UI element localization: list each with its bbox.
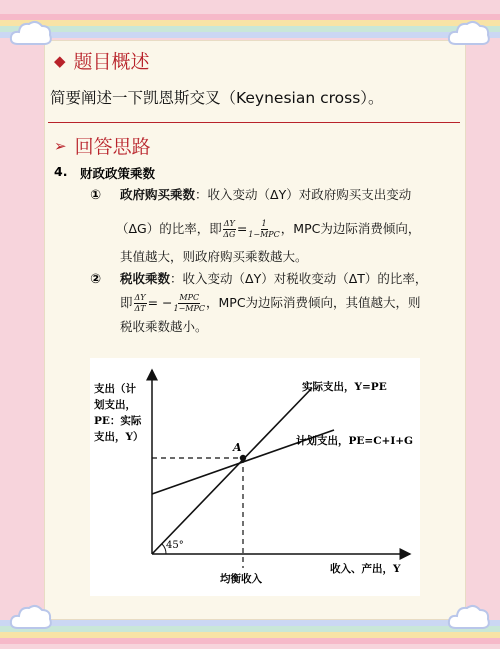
multiplier2-line3: 税收乘数越小。 <box>120 319 208 334</box>
equilibrium-point <box>240 455 246 461</box>
multiplier1-line3: 其值越大，则政府购买乘数越大。 <box>120 249 308 264</box>
angle-label: 45° <box>166 540 184 551</box>
multiplier1-line1-text: ：收入变动（ΔY）对政府购买支出变动 <box>195 187 412 202</box>
fraction-dy-dg-den: ΔG <box>223 230 236 239</box>
multiplier1-paragraph <box>120 182 465 208</box>
cloud-icon-top-left <box>8 16 54 50</box>
fraction-1-den: 1−MPC <box>248 230 280 239</box>
cloud-icon-bottom-left <box>8 600 54 634</box>
point-a-label: A <box>233 441 242 454</box>
ylabel-line-3: PE：实际 <box>94 415 142 427</box>
fraction-dy-dt <box>134 293 147 314</box>
section-overview-title: 题目概述 <box>73 51 150 73</box>
ylabel-line-4: 支出，Y） <box>94 431 144 443</box>
ylabel-line-2: 划支出， <box>94 399 136 411</box>
multiplier1-eq: = <box>236 221 248 236</box>
multiplier2-line1-text: ：收入变动（ΔY）对税收变动（ΔT）的比率， <box>170 271 428 286</box>
fraction-dy-dt-num: ΔY <box>134 293 146 302</box>
multiplier2-label: 税收乘数 <box>120 271 171 286</box>
fraction-mpc-over-1-mpc <box>174 293 206 314</box>
fraction-1-num: 1 <box>261 219 267 228</box>
fraction-dy-dg <box>223 219 236 240</box>
cloud-icon-top-right <box>446 16 492 50</box>
multiplier1-line2 <box>116 216 466 242</box>
equilibrium-income-label: 均衡收入 <box>220 573 262 585</box>
planned-expenditure-label: 计划支出，PE=C+I+G <box>296 435 414 447</box>
multiplier2-line2-post: ，MPC为边际消费倾向，其值越大，则 <box>206 295 421 310</box>
frame-stripe-bottom-4 <box>0 638 500 644</box>
fraction-mpc-den: 1−MPC <box>173 304 205 313</box>
actual-expenditure-line <box>152 388 312 554</box>
multiplier1-line2-pre: （ΔG）的比率，即 <box>116 221 222 236</box>
circled-number-2: ② <box>90 272 102 287</box>
multiplier1-line2-post: ，MPC为边际消费倾向， <box>280 221 421 236</box>
frame-stripe-top-4 <box>0 32 500 38</box>
cloud-icon-bottom-right <box>446 600 492 634</box>
diagram-svg <box>90 358 420 596</box>
xlabel: 收入、产出，Y <box>330 563 401 575</box>
section-overview-heading <box>54 47 150 74</box>
ylabel-line-1: 支出（计 <box>94 383 136 395</box>
fraction-1-over-1-mpc <box>248 219 280 240</box>
fraction-dy-dt-den: ΔT <box>134 304 146 313</box>
section-divider <box>48 122 460 123</box>
diamond-icon: ◆ <box>54 51 66 70</box>
fraction-mpc-num: MPC <box>179 293 200 302</box>
question-text: 简要阐述一下凯恩斯交叉（Keynesian cross）。 <box>50 89 384 107</box>
multiplier1-label: 政府购买乘数 <box>120 187 196 202</box>
multiplier2-line2-pre: 即 <box>120 295 133 310</box>
multiplier1-line1 <box>120 182 465 208</box>
section-answer-heading <box>54 132 151 159</box>
multiplier2-eq: = − <box>147 295 173 310</box>
actual-expenditure-label: 实际支出，Y=PE <box>302 381 387 393</box>
fraction-dy-dg-num: ΔY <box>223 219 235 228</box>
circled-number-1: ① <box>90 188 102 203</box>
item-title: 财政政策乘数 <box>80 166 156 181</box>
section-answer-title: 回答思路 <box>74 136 151 158</box>
keynesian-cross-diagram <box>90 358 420 596</box>
multiplier2-line1 <box>120 266 465 292</box>
item-number: 4. <box>54 164 68 179</box>
multiplier2-line2 <box>120 290 465 316</box>
arrowhead-icon: ➢ <box>54 136 67 155</box>
